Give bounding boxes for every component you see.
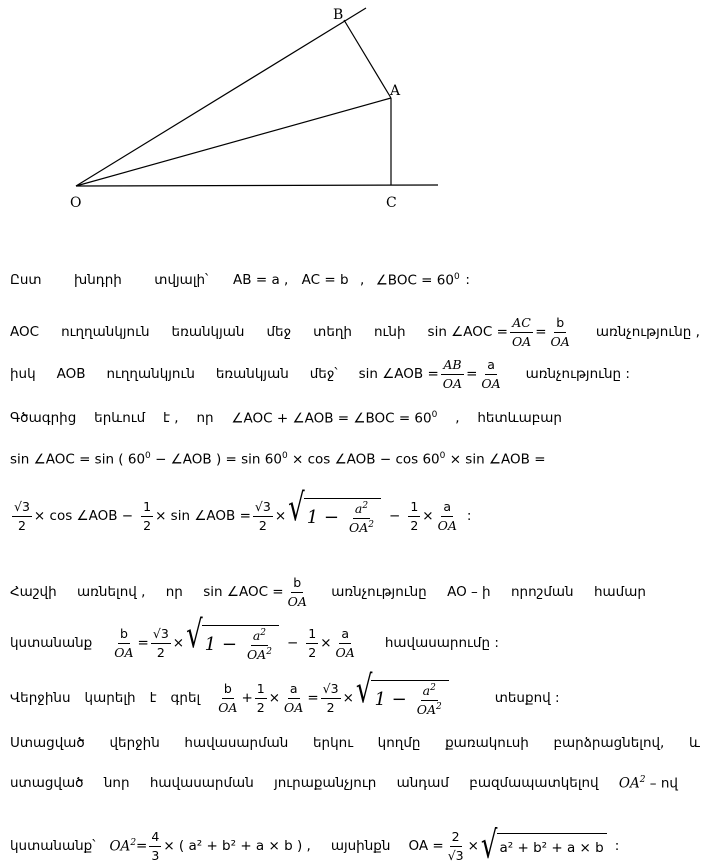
fraction: $\frac{2}{√3}$ [447,829,464,863]
word: առնելով , [77,583,146,600]
word: եռանկյան [215,365,289,382]
ray-oc [76,185,438,186]
sin-aoc-formula: sin ∠AOC = $\frac{AC}{OA}$ = $\frac{b}{OA}$ [427,315,570,349]
text-line-10 [10,737,700,751]
word: անդամ [396,774,449,791]
word: AOB [56,365,86,382]
text-line-6 [10,486,700,536]
fraction: $\frac{a}{OA}$ [284,681,304,715]
fraction: $\frac{1}{2}$ [308,626,317,660]
word: մեջ [266,323,292,340]
word: այսինքն [330,837,391,854]
word: ուղղանկյուն [106,365,195,382]
fraction: $\frac{a}{OA}$ [437,499,457,533]
math-text: = [307,689,319,706]
word: տվյալի՝ [154,271,209,288]
word: որ [165,583,183,600]
fraction: $\frac{1}{2}$ [143,499,152,533]
math-text: × [467,837,479,854]
word: գրել [170,689,201,706]
word: կստանանք [10,634,93,651]
word: կողմը [377,735,421,751]
word: բազմապատկելով [469,774,599,791]
square-root: √ a² + b² + a × b [481,833,607,859]
square-root: √ 1 − $\frac{a^2}{OA^2}$ [356,680,449,717]
word: AOC [10,323,40,340]
math-text: − [389,507,401,524]
comma: , [455,409,460,426]
label-b: B [333,7,344,23]
sin-expansion: sin ∠AOC = sin ( $60^0$ − ∠AOB ) = $\sin 60^0 \times \cos$ ∠AOB − $\cos 60^0 \times \sin$ ∠AOB = [10,451,546,468]
word: է , [163,409,179,426]
math-text: OA = [408,837,444,854]
square-root: √ 1 − $\frac{a^2}{OA^2}$ [288,498,381,535]
math-text: × [342,689,354,706]
word: Ստացված [10,735,85,751]
word: մեջ՝ [309,365,338,382]
sin-aoc-b-formula: sin ∠AOC = $\frac{b}{OA}$ [203,575,307,609]
sin-aob-formula: sin ∠AOB = $\frac{AB}{OA}$ = $\frac{a}{OA}$ [358,357,501,391]
math-text: × sin ∠AOB = [155,507,251,524]
word: առնչությունը [331,583,427,600]
fraction: $\frac{√3}{2}$ [322,681,339,715]
math-text: × cos ∠AOB − [33,507,134,524]
fraction: $\frac{b}{OA}$ [218,681,238,715]
fraction: $\frac{a}{OA}$ [335,626,355,660]
text-line-8 [10,613,700,663]
math-text: × ( a² + b² + a × b ) , [163,837,311,854]
fraction: $\frac{b}{OA}$ [114,626,134,660]
word: ստացված [10,774,84,791]
word: Ըստ [10,271,42,288]
ray-ob [76,8,366,186]
oa-squared: $OA^2$ [109,837,137,855]
math-text: × [274,507,287,524]
square-root: √ 1 − $\frac{a^2}{OA^2}$ [186,625,279,662]
math-text: × [422,507,434,524]
word: որոշման [510,583,574,600]
math-ac: AC = b [301,271,349,288]
word: բարձրացնելով, [553,735,665,751]
period: : [466,507,472,524]
math-text: = [136,837,148,854]
math-text: × [320,634,332,651]
word: կարելի [84,689,136,706]
word: նոր [103,774,130,791]
word: քառակուսի [445,735,529,751]
text-line-9 [10,668,700,718]
math-text: × [268,689,281,706]
text-line-5 [10,452,700,467]
math-text: + [241,689,253,706]
word: Վերջինս [10,689,71,706]
word: Գծագրից [10,409,77,426]
word: առնչությունը : [525,365,630,382]
word: երկու [312,735,354,751]
word: համար [593,583,646,600]
label-o: O [70,195,82,211]
text-line-12 [10,824,700,868]
word: տեղի [313,323,352,340]
word: հավասարման [184,735,289,751]
word: խնդրի [74,271,122,288]
word: ուղղանկյուն [61,323,150,340]
angle-sum-equation: ∠AOC + ∠AOB = ∠BOC = $60^0$ [231,410,438,427]
segment-oa [76,98,391,186]
word: վերջին [109,735,160,751]
math-angle-boc: ∠BOC = $60^0$ [375,272,460,289]
word: և [688,735,700,751]
math-ab: AB = a , [233,271,289,288]
word: հավասարումը : [384,634,499,651]
fraction: $\frac{√3}{2}$ [254,499,271,533]
word: ունի [374,323,406,340]
fraction: $\frac{1}{2}$ [256,681,265,715]
word: եռանկյան [171,323,245,340]
word: տեսքով : [494,689,560,706]
word: կստանանք՝ [10,837,96,854]
word: իսկ [10,365,36,382]
text-line-4 [10,411,562,426]
oa-squared: $OA^2$ – ով [618,775,678,792]
comma: , [359,271,365,288]
word: առնչությունը , [595,323,700,340]
word: որ [196,409,214,426]
text-line-1 [10,273,470,288]
word: երևում [94,409,146,426]
label-a: A [390,83,401,99]
word: AO – ի [447,583,491,600]
text-line-11 [10,776,678,791]
geometry-figure [0,0,708,240]
label-c: C [386,195,397,211]
word: է [149,689,157,706]
fraction: $\frac{4}{3}$ [151,829,160,863]
word: հավասարման [149,774,254,791]
word: Հաշվի [10,583,57,600]
segment-ab [344,20,391,98]
fraction: $\frac{√3}{2}$ [152,626,169,660]
math-text: × [172,634,185,651]
text-line-3 [10,358,630,391]
word: հետևաբար [477,409,562,426]
word: յուրաքանչյուր [274,774,377,791]
math-text: − [286,634,299,651]
fraction: $\frac{√3}{2}$ [14,499,30,533]
period: : [465,271,470,288]
text-line-7 [10,576,646,609]
math-text: = [137,634,149,651]
period: : [614,837,620,854]
fraction: $\frac{1}{2}$ [410,499,419,533]
text-line-2 [10,316,700,349]
